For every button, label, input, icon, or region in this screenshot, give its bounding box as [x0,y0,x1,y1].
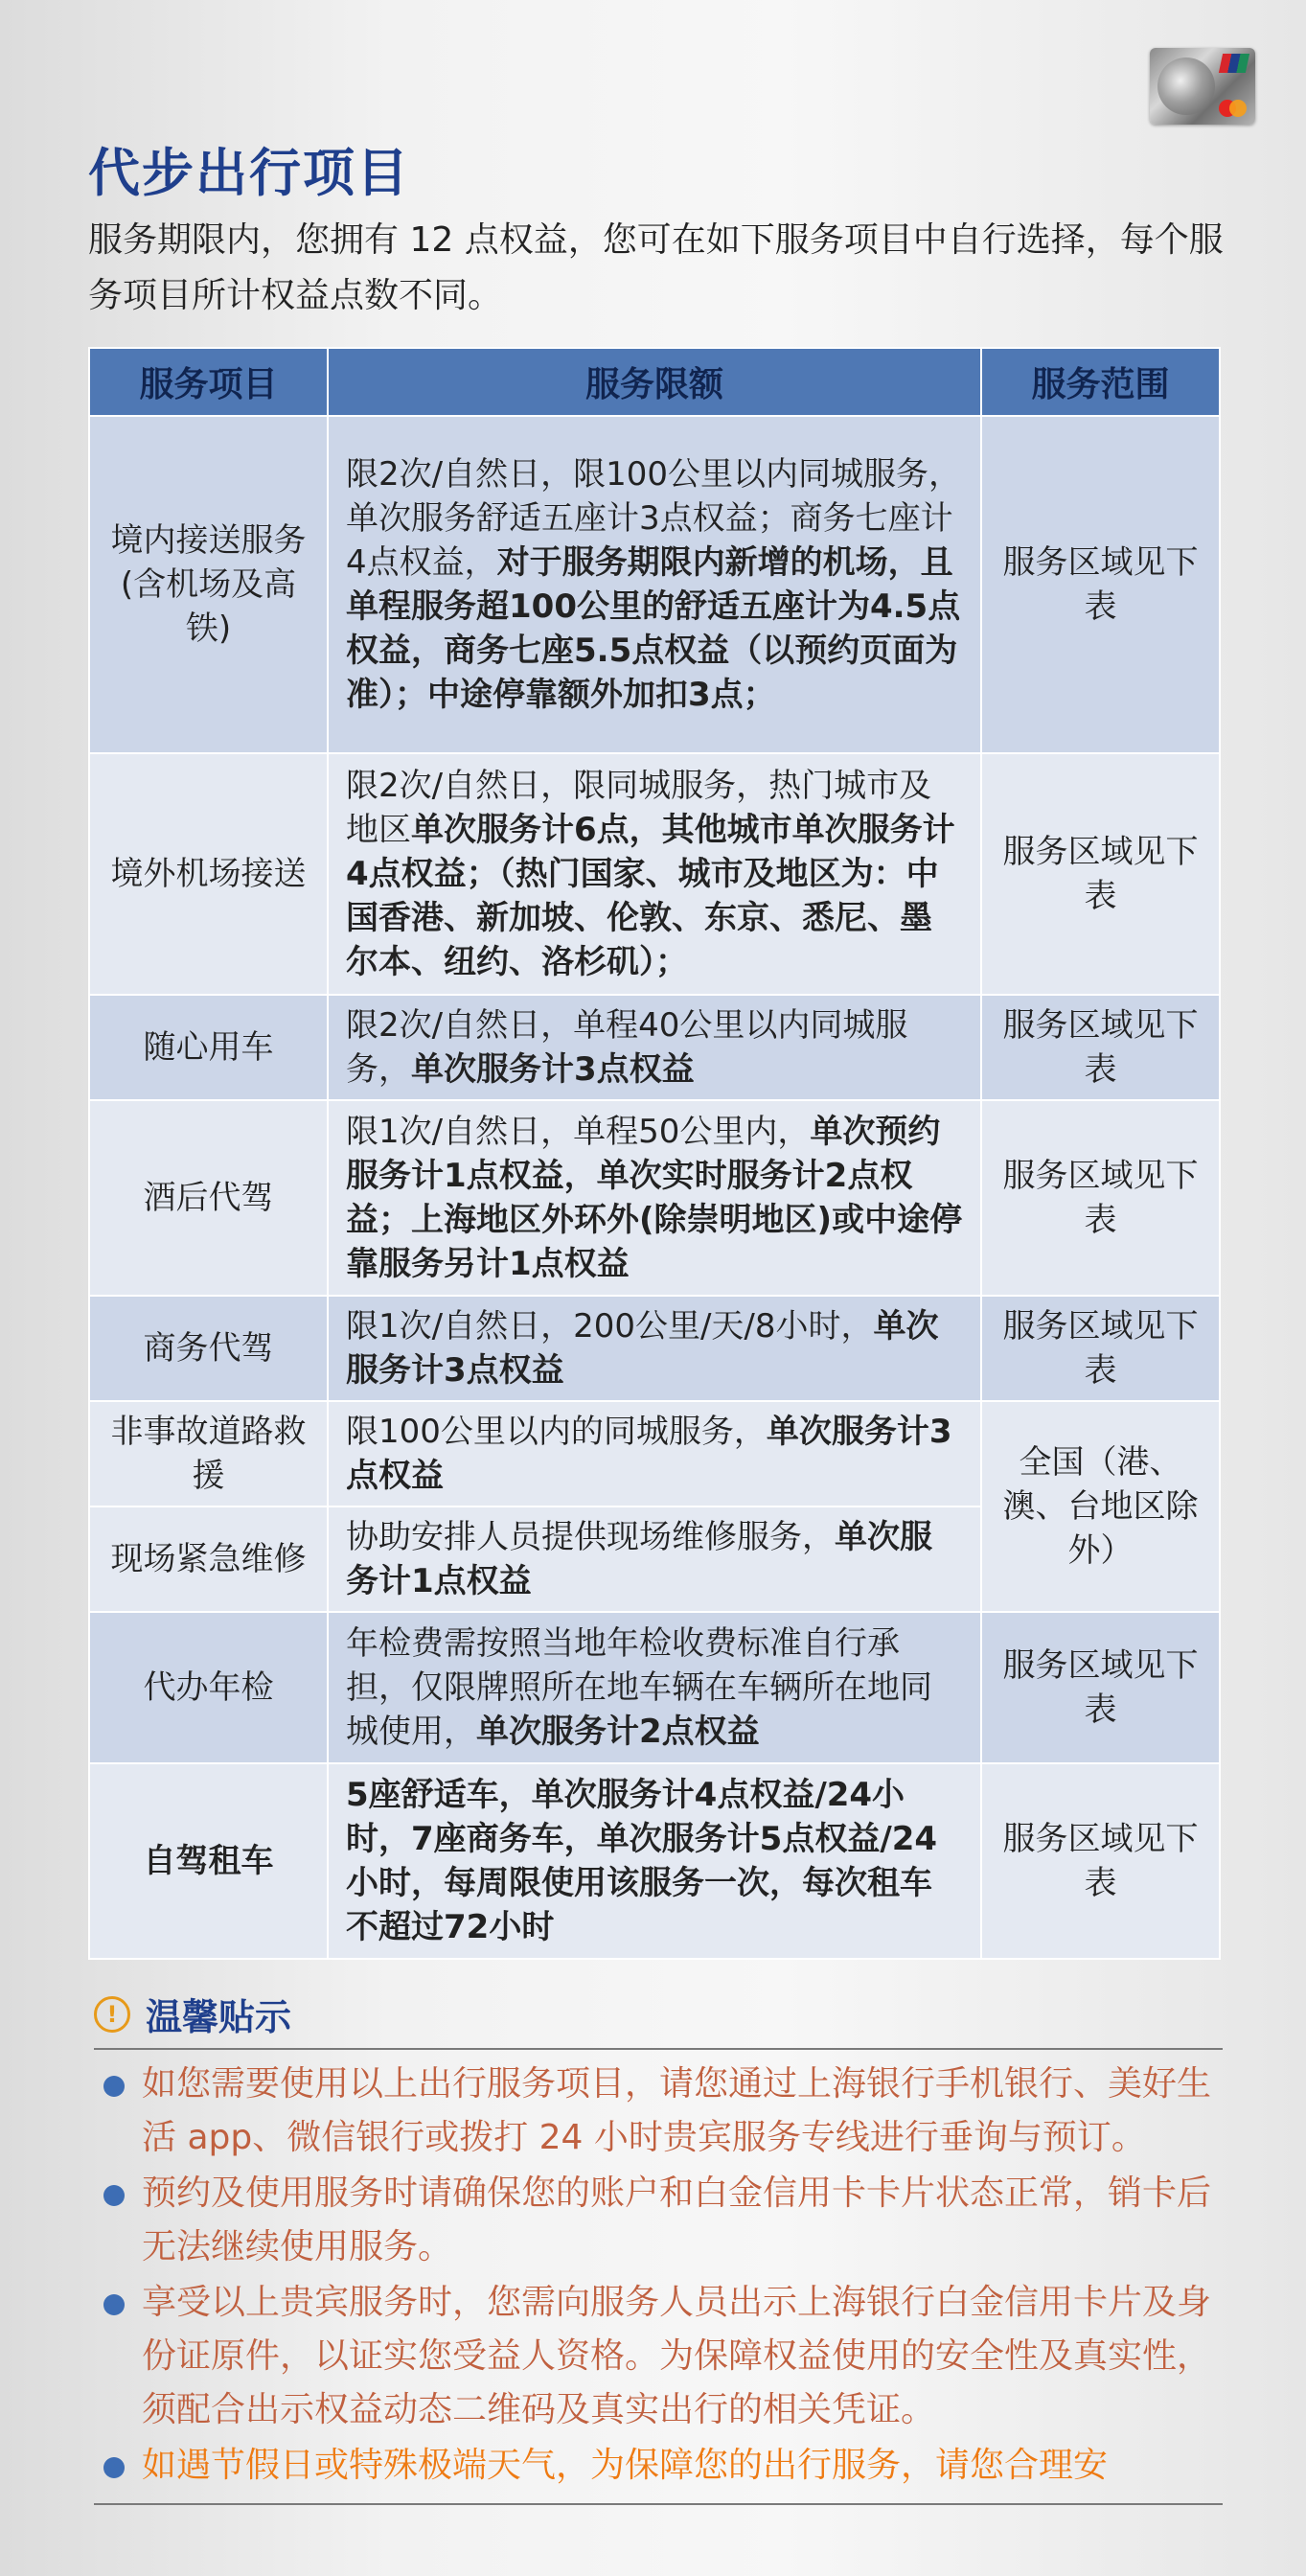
limit-text: 限1次/自然日，单程50公里内， [346,1113,811,1151]
tips-divider-top [94,2048,1223,2050]
limit-text-bold: 单次服务计3点权益 [346,1307,939,1390]
service-scope: 服务区域见下表 [981,1763,1220,1959]
table-row [89,995,1220,1100]
limit-text: 协助安排人员提供现场维修服务， [346,1518,835,1556]
service-scope: 服务区域见下表 [981,995,1220,1100]
list-item [103,2167,1229,2274]
bullet-icon [103,2185,125,2206]
tips-divider-bottom [94,2503,1223,2505]
warning-circle-icon: ! [94,1996,130,2033]
service-scope: 服务区域见下表 [981,416,1220,753]
header-service-scope: 服务范围 [981,348,1220,416]
table-row [89,1296,1220,1401]
service-name: 现场紧急维修 [89,1506,328,1612]
table-row [89,416,1220,753]
tips-header [94,1988,291,2040]
limit-text-bold: 单次服务计3点权益 [346,1413,952,1495]
service-limit [328,753,981,995]
table-row [89,1612,1220,1763]
header-service-limit: 服务限额 [328,348,981,416]
header-service-item: 服务项目 [89,348,328,416]
intro-text: 服务期限内，您拥有 12 点权益，您可在如下服务项目中自行选择，每个服务项目所计权益点数不同。 [88,220,1224,315]
limit-text-bold: 单次服务计6点，其他城市单次服务计4点权益；（热门国家、城市及地区为：中国香港、新加坡、伦敦、东京、悉尼、墨尔本、纽约、洛杉矶）； [346,811,955,981]
limit-text-bold: 单次服务计1点权益 [346,1518,932,1600]
tip-text: 享受以上贵宾服务时，您需向服务人员出示上海银行白金信用卡片及身份证原件，以证实您受益人资格。为保障权益使用的安全性及真实性，须配合出示权益动态二维码及真实出行的相关凭证。 [142,2283,1212,2429]
limit-text-bold: 对于服务期限内新增的机场，且单程服务超100公里的舒适五座计为4.5点权益，商务七座5.5点权益（以预约页面为准）；中途停靠额外加扣3点； [346,543,961,714]
bullet-icon [103,2457,125,2478]
page-title: 代步出行项目 [88,143,410,203]
tip-text: 如您需要使用以上出行服务项目，请您通过上海银行手机银行、美好生活 app、微信银行或拨打 24 小时贵宾服务专线进行垂询与预订。 [142,2064,1212,2157]
limit-text-bold: 单次服务计2点权益 [476,1713,760,1751]
table-row [89,1763,1220,1959]
service-scope: 服务区域见下表 [981,1612,1220,1763]
table-row [89,753,1220,995]
service-name: 随心用车 [89,995,328,1100]
table-row [89,1100,1220,1296]
table-row [89,1401,1220,1506]
service-name: 自驾租车 [89,1763,328,1959]
credit-card-image [1150,48,1255,125]
service-scope: 全国（港、澳、台地区除外） [981,1401,1220,1612]
limit-text: 限1次/自然日，200公里/天/8小时， [346,1307,874,1346]
service-scope: 服务区域见下表 [981,1296,1220,1401]
card-pattern [1157,58,1215,115]
limit-text: 年检费需按照当地年检收费标准自行承担，仅限牌照所在地车辆在车辆所在地同城使用， [346,1624,932,1751]
list-item [103,2439,1229,2493]
service-limit [328,995,981,1100]
service-limit [328,1612,981,1763]
limit-text: 限2次/自然日，单程40公里以内同城服务， [346,1006,908,1089]
list-item [103,2276,1229,2437]
bullet-icon [103,2294,125,2315]
service-name: 商务代驾 [89,1296,328,1401]
tip-text: 预约及使用服务时请确保您的账户和白金信用卡卡片状态正常，销卡后无法继续使用服务。 [142,2174,1212,2266]
service-name: 代办年检 [89,1612,328,1763]
service-limit [328,416,981,753]
service-name: 非事故道路救援 [89,1401,328,1506]
limit-text-bold: 单次预约服务计1点权益，单次实时服务计2点权益；上海地区外环外(除崇明地区)或中途停靠服务另计1点权益 [346,1113,963,1283]
limit-text-bold: 5座舒适车，单次服务计4点权益/24小时，7座商务车，单次服务计5点权益/24小时，每周限使用该服务一次，每次租车不超过72小时 [346,1776,938,1946]
unionpay-logo-icon [1219,54,1249,73]
tips-title: 温馨贴示 [146,1996,292,2038]
service-name: 境内接送服务(含机场及高铁) [89,416,328,753]
service-limit [328,1100,981,1296]
mastercard-logo-icon [1219,100,1248,117]
service-limit [328,1763,981,1959]
service-scope: 服务区域见下表 [981,753,1220,995]
service-limit [328,1506,981,1612]
tips-list [103,2058,1229,2495]
table-header-row [89,348,1220,416]
service-name: 酒后代驾 [89,1100,328,1296]
service-table [88,347,1221,1960]
limit-text: 限100公里以内的同城服务， [346,1413,767,1451]
tip-text: 如遇节假日或特殊极端天气，为保障您的出行服务，请您合理安 [142,2446,1109,2485]
service-scope: 服务区域见下表 [981,1100,1220,1296]
limit-text: 限2次/自然日，限同城服务，热门城市及地区 [346,767,932,849]
service-name: 境外机场接送 [89,753,328,995]
bullet-icon [103,2076,125,2097]
limit-text: 限2次/自然日，限100公里以内同城服务，单次服务舒适五座计3点权益；商务七座计4点权益， [346,455,961,582]
list-item [103,2058,1229,2165]
service-limit [328,1296,981,1401]
limit-text-bold: 单次服务计3点权益 [411,1050,695,1089]
service-limit [328,1401,981,1506]
